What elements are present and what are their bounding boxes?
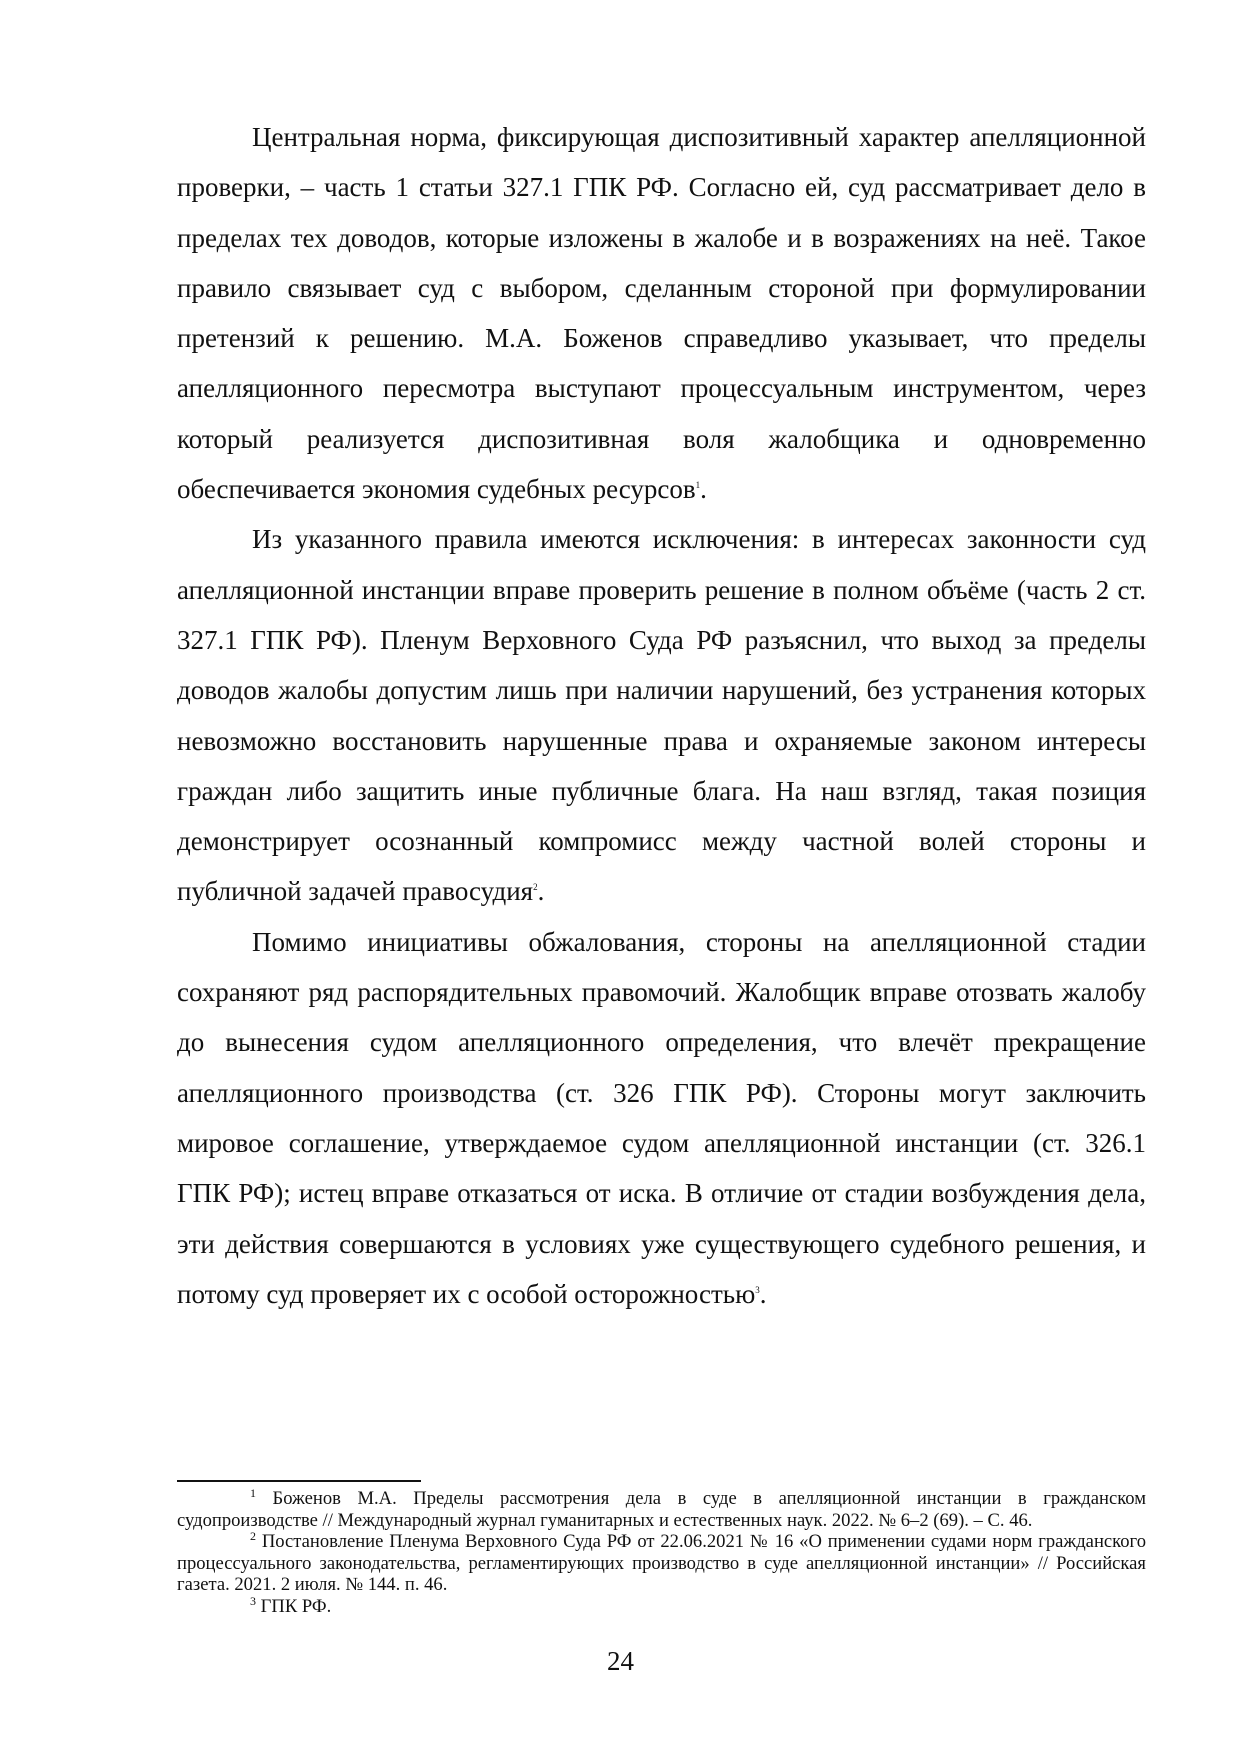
paragraph-1 [177,112,1146,514]
footnote-3 [177,1593,1146,1618]
paragraph-3 [177,917,1146,1319]
footnote-number-3: 3 [250,1593,256,1608]
body-text [177,112,1146,1319]
footnote-1 [177,1485,1146,1531]
page-number: 24 [607,1646,634,1676]
paragraph-1-text: Центральная норма, фиксирующая диспозитивный характер апелляционной проверки, – часть 1 статьи 327.1 ГПК РФ. Согласно ей, суд рассматривает дело в пределах тех доводов, которые изложены в жалобе и в возражениях на неё. Такое правило связывает суд с выбором, сделанным стороной при формулировании претензий к решению. М.А. Боженов справедливо указывает, что пределы апелляционного пересмотра выступают процессуальным инструментом, через который реализуется диспозитивная воля жалобщика и одновременно обеспечивается экономия судебных ресурсов [177,122,1146,505]
footnote-text-1: Боженов М.А. Пределы рассмотрения дела в суде в апелляционной инстанции в гражданском судопроизводстве // Международный журнал гуманитарных и естественных наук. 2022. № 6–2 (69). – С. 46. [177,1488,1146,1531]
footnote-text-2: Постановление Пленума Верховного Суда РФ от 22.06.2021 № 16 «О применении судами норм гражданского процессуального законодательства, регламентирующих производство в суде апелляционной инстанции» // Российская газета. 2021. 2 июля. № 144. п. 46. [177,1531,1146,1596]
paragraph-3-tail: . [759,1278,767,1309]
paragraph-2-tail: . [537,876,545,907]
footnote-2 [177,1531,1146,1596]
paragraph-1-tail: . [700,474,707,505]
paragraph-2-text: Из указанного правила имеются исключения: в интересах законности суд апелляционной инстанции вправе проверить решение в полном объёме (часть 2 ст. 327.1 ГПК РФ). Пленум Верховного Суда РФ разъяснил, что выход за пределы доводов жалобы допустим лишь при наличии нарушений, без устранения которых невозможно восстановить нарушенные права и охраняемые законом интересы граждан либо защитить иные публичные блага. На наш взгляд, такая позиция демонстрирует осознанный компромисс между частной волей стороны и публичной задачей правосудия [177,524,1146,907]
paragraph-3-text: Помимо инициативы обжалования, стороны на апелляционной стадии сохраняют ряд распорядительных правомочий. Жалобщик вправе отозвать жалобу до вынесения судом апелляционного определения, что влечёт прекращение апелляционного производства (ст. 326 ГПК РФ). Стороны могут заключить мировое соглашение, утверждаемое судом апелляционной инстанции (ст. 326.1 ГПК РФ); истец вправе отказаться от иска. В отличие от стадии возбуждения дела, эти действия совершаются в условиях уже существующего судебного решения, и потому суд проверяет их с особой осторожностью [177,926,1146,1309]
footnote-number-2: 2 [250,1529,256,1543]
footnote-ref-1[interactable]: 1 [695,480,701,491]
footnote-ref-3[interactable]: 3 [755,1284,760,1295]
paragraph-2 [177,514,1146,916]
footnote-text-3: ГПК РФ. [256,1595,332,1617]
footnote-separator [177,1480,421,1482]
footnotes [177,1480,1146,1618]
footnote-number-1: 1 [250,1485,256,1500]
footnote-ref-2[interactable]: 2 [533,882,538,893]
